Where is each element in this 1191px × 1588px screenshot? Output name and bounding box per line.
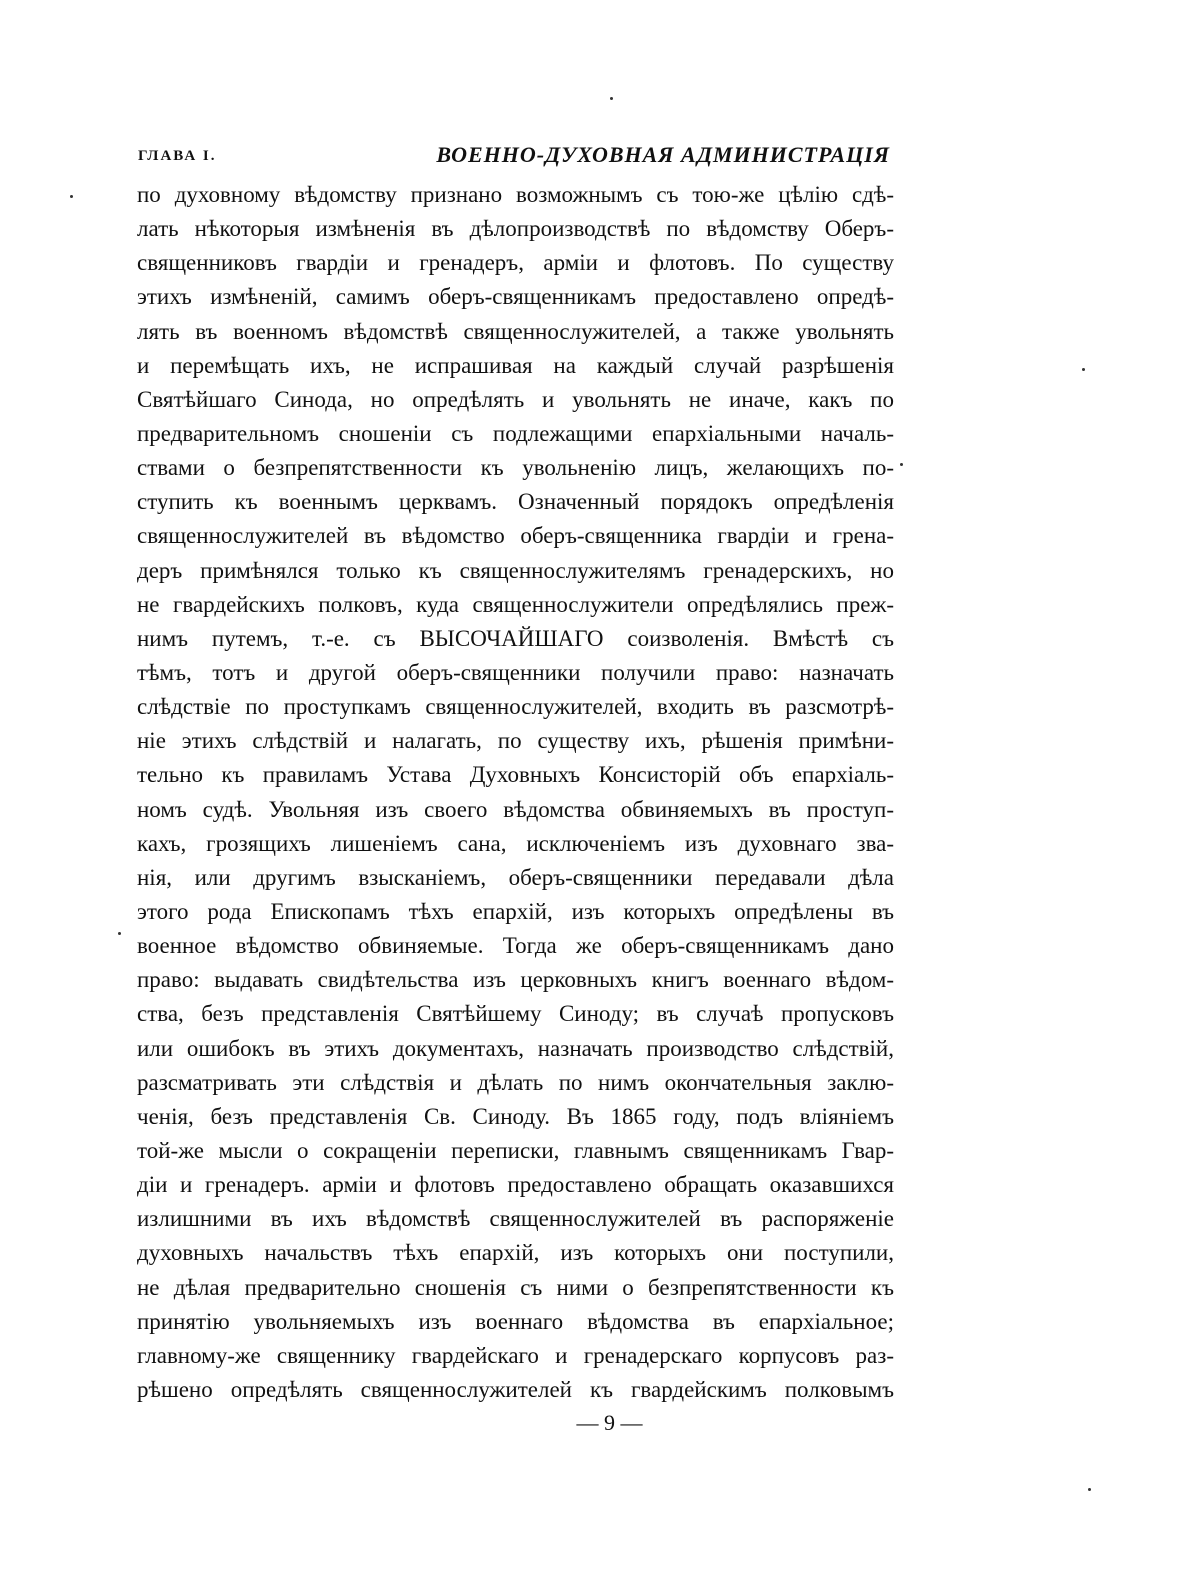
text-line: не дѣлая предварительно сношенія съ ними о безпрепятственности къ [137, 1274, 894, 1300]
text-line: нія, или другимъ взысканіемъ, оберъ-священники передавали дѣла [137, 864, 894, 890]
text-line: ніе этихъ слѣдствій и налагать, по существу ихъ, рѣшенія примѣни- [137, 728, 894, 754]
text-line: тельно къ правиламъ Устава Духовныхъ Консисторій объ епархіаль- [137, 762, 894, 788]
text-line: той-же мысли о сокращеніи переписки, главнымъ священникамъ Гвар- [137, 1137, 894, 1163]
text-line: военное вѣдомство обвиняемые. Тогда же оберъ-священникамъ дано [137, 933, 894, 959]
text-line: лять въ военномъ вѣдомствѣ священнослужителей, а также увольнять [137, 318, 894, 344]
text-line: тѣмъ, тотъ и другой оберъ-священники получили право: назначать [137, 659, 894, 685]
text-line: этихъ измѣненій, самимъ оберъ-священникамъ предоставлено опредѣ- [137, 284, 894, 310]
text-line: Святѣйшаго Синода, но опредѣлять и увольнять не иначе, какъ по [137, 386, 894, 412]
text-line: право: выдавать свидѣтельства изъ церковныхъ книгъ военнаго вѣдом- [137, 967, 894, 993]
text-line: слѣдствіе по проступкамъ священнослужителей, входить въ разсмотрѣ- [137, 694, 894, 720]
text-line: принятію увольняемыхъ изъ военнаго вѣдомства въ епархіальное; [137, 1308, 894, 1334]
section-title: ВОЕННО-ДУХОВНАЯ АДМИНИСТРАЦІЯ [436, 142, 890, 167]
text-line: разсматривать эти слѣдствія и дѣлать по нимъ окончательныя заклю- [137, 1069, 894, 1095]
text-line: лать нѣкоторыя измѣненія въ дѣлопроизводствѣ по вѣдомству Оберъ- [137, 216, 894, 242]
page-number: — 9 — [576, 1410, 643, 1435]
text-line: духовныхъ начальствъ тѣхъ епархій, изъ которыхъ они поступили, [137, 1240, 894, 1266]
text-line: главному-же священнику гвардейскаго и гренадерскаго корпусовъ раз- [137, 1342, 894, 1368]
text-line: ступить къ военнымъ церквамъ. Означенный порядокъ опредѣленія [137, 489, 894, 515]
text-line: не гвардейскихъ полковъ, куда священнослужители опредѣлялись преж- [137, 591, 894, 617]
text-line: предварительномъ сношеніи съ подлежащими епархіальными началь- [137, 420, 894, 446]
running-head [138, 142, 890, 172]
text-line: ченія, безъ представленія Св. Синоду. Въ 1865 году, подъ вліяніемъ [137, 1103, 894, 1129]
text-line: ства, безъ представленія Святѣйшему Синоду; въ случаѣ пропусковъ [137, 1001, 894, 1027]
text-line: и перемѣщать ихъ, не испрашивая на каждый случай разрѣшенія [137, 352, 894, 378]
text-line: кахъ, грозящихъ лишеніемъ сана, исключеніемъ изъ духовнаго зва- [137, 830, 894, 856]
body-text [137, 178, 894, 1407]
scan-speck [1082, 368, 1085, 371]
text-line: или ошибокъ въ этихъ документахъ, назначать производство слѣдствій, [137, 1035, 894, 1061]
text-line: излишними въ ихъ вѣдомствѣ священнослужителей въ распоряженіе [137, 1206, 894, 1232]
text-line: по духовному вѣдомству признано возможнымъ съ тою-же цѣлію сдѣ- [137, 182, 894, 207]
scan-speck [1088, 1488, 1091, 1491]
scan-speck [118, 932, 121, 935]
chapter-label: ГЛАВА I. [138, 148, 217, 164]
text-line: деръ примѣнялся только къ священнослужителямъ гренадерскихъ, но [137, 557, 894, 583]
text-line: священниковъ гвардіи и гренадеръ, арміи и флотовъ. По существу [137, 250, 894, 276]
scan-speck [900, 463, 903, 466]
text-line: этого рода Епископамъ тѣхъ епархій, изъ которыхъ опредѣлены въ [137, 898, 894, 924]
text-line: ствами о безпрепятственности къ увольненію лицъ, желающихъ по- [137, 455, 894, 481]
text-line: діи и гренадеръ. арміи и флотовъ предоставлено обращать оказавшихся [137, 1172, 894, 1198]
text-line: нимъ путемъ, т.-е. съ ВЫСОЧАЙШАГО соизволенія. Вмѣстѣ съ [137, 625, 894, 651]
scan-speck [70, 195, 73, 198]
text-line: рѣшено опредѣлять священнослужителей къ гвардейскимъ полковымъ [137, 1376, 894, 1402]
text-line: священнослужителей въ вѣдомство оберъ-священника гвардіи и грена- [137, 523, 894, 549]
text-line: номъ судѣ. Увольняя изъ своего вѣдомства обвиняемыхъ въ проступ- [137, 796, 894, 822]
scan-speck [610, 97, 613, 100]
